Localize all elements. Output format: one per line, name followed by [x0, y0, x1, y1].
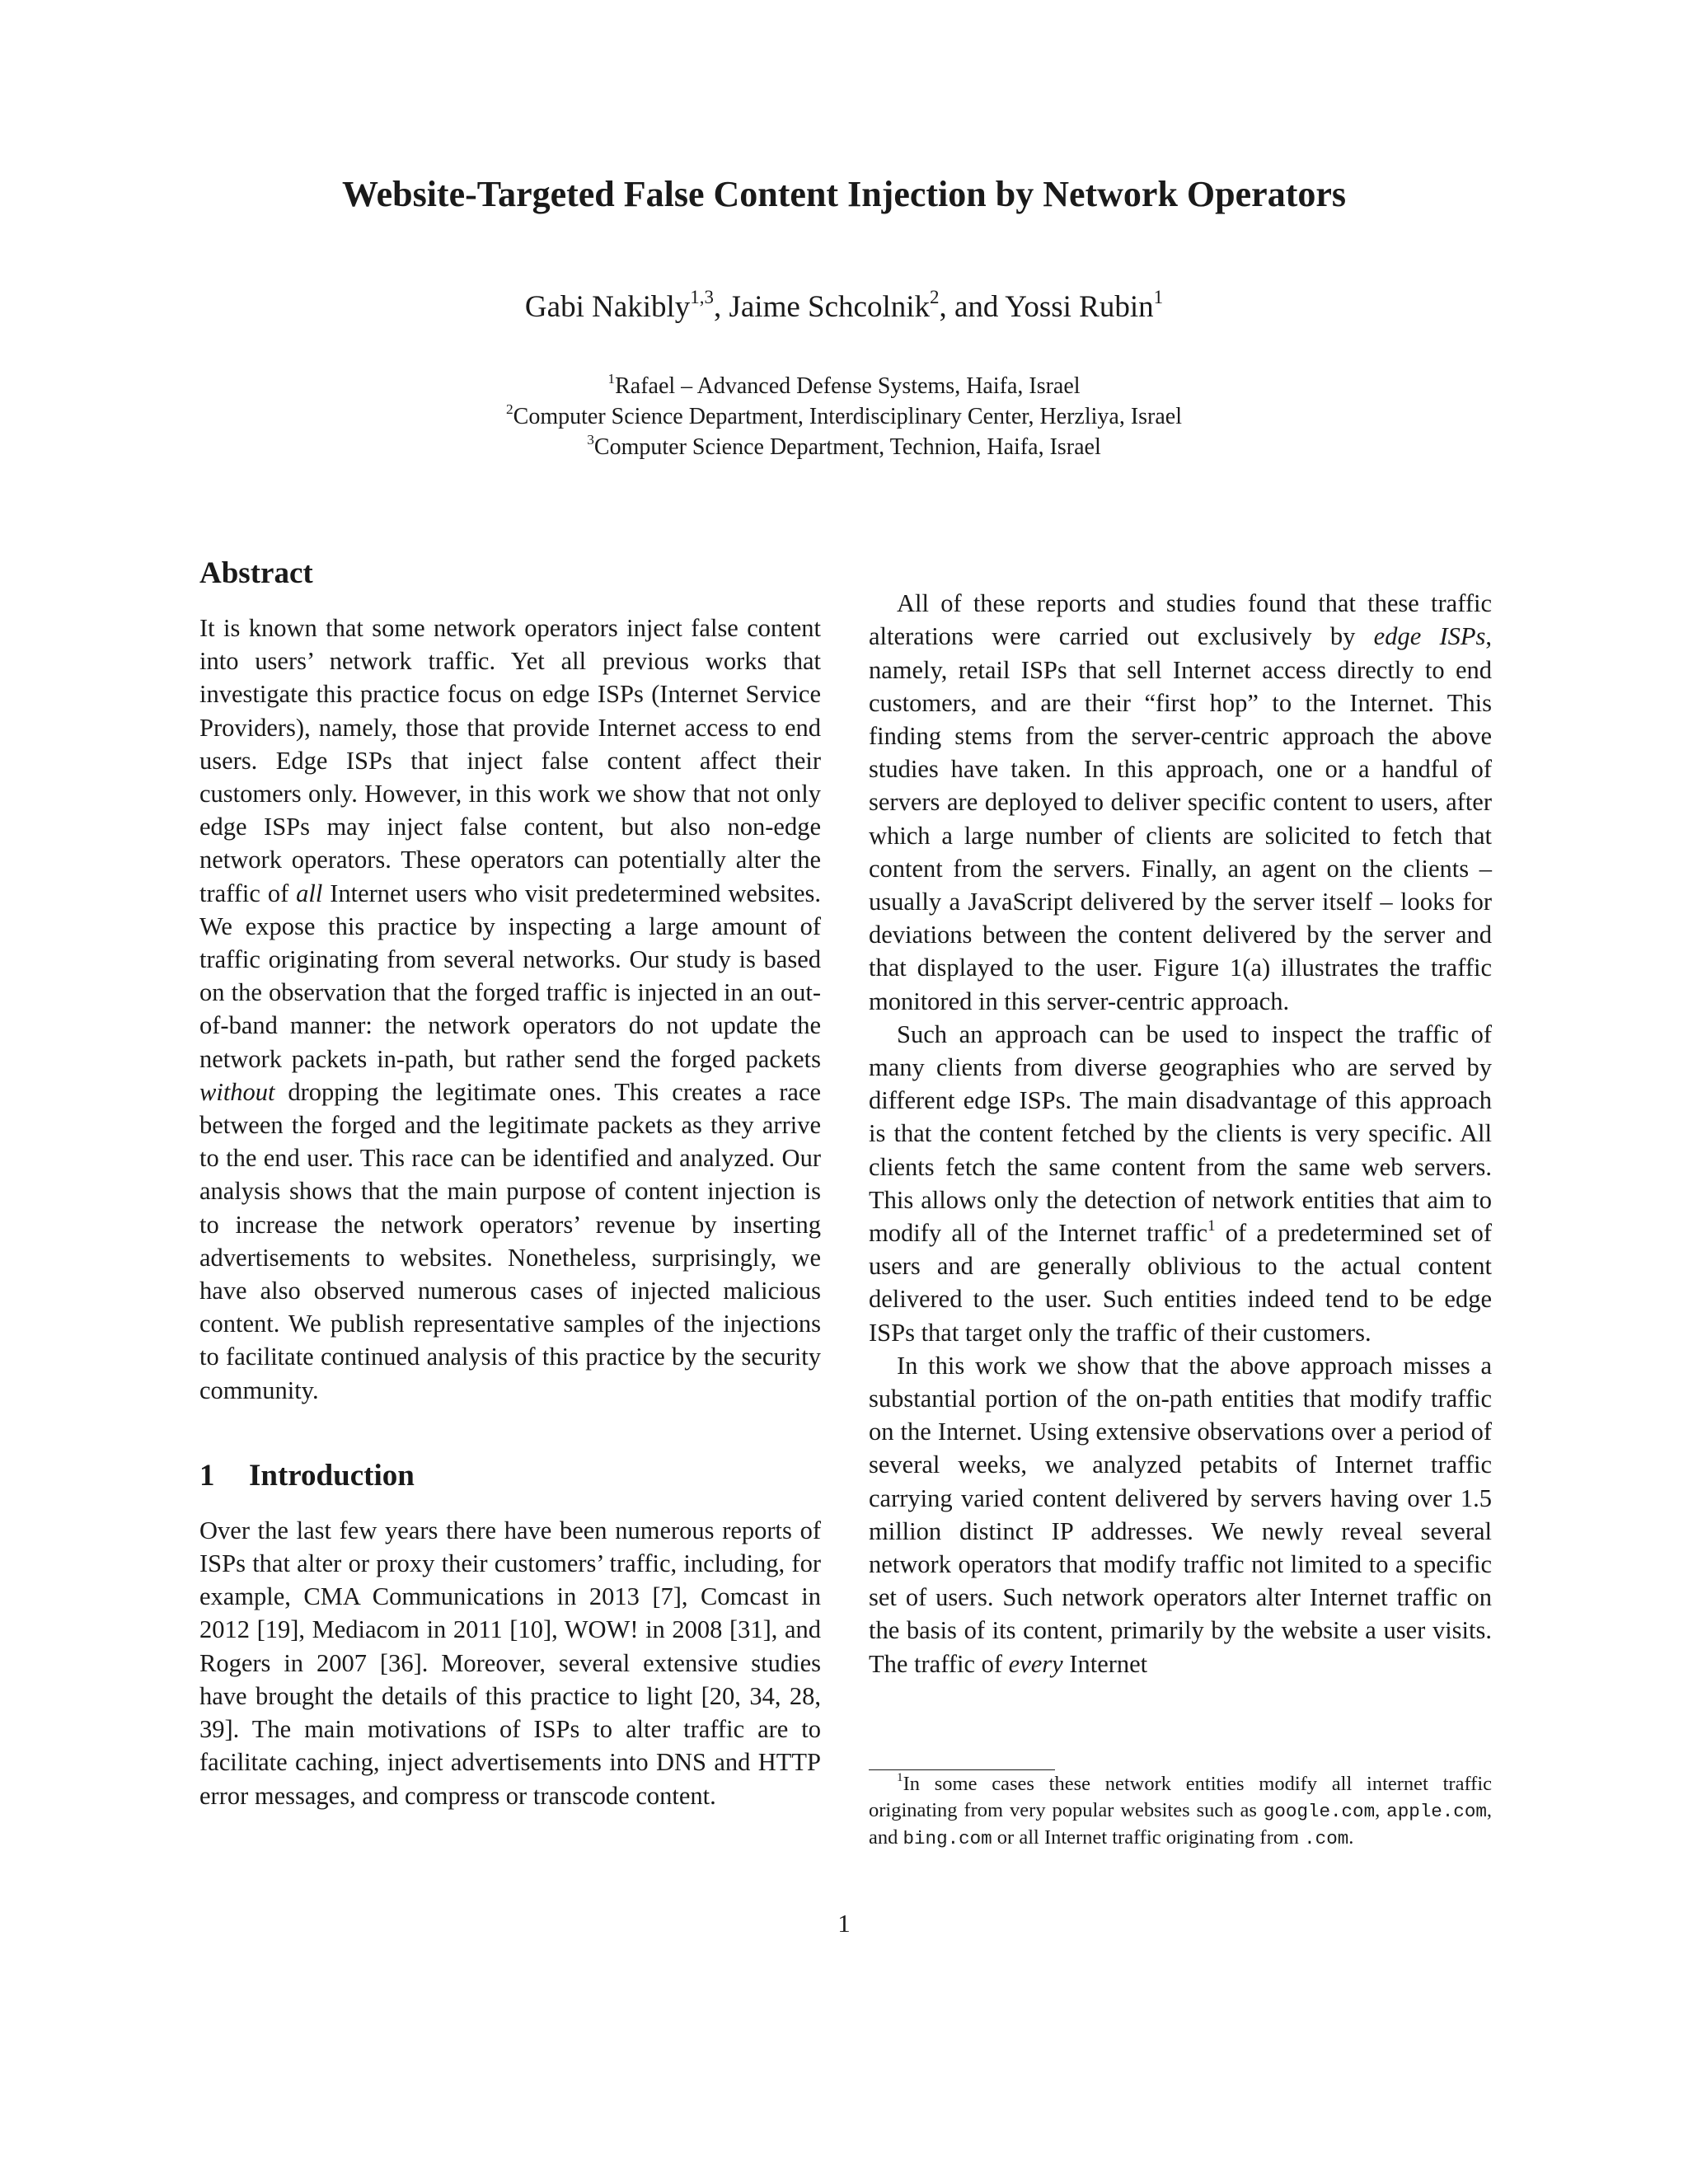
intro-paragraph-3 [869, 1018, 1492, 1349]
affiliation [165, 371, 1523, 401]
body-emphasis: edge ISPs [1373, 622, 1486, 651]
intro-paragraph-2 [869, 587, 1492, 1018]
abstract-text: Internet users who visit predetermined websites. We expose this practice by inspecting a large amount of traffic originating from several networks. Our study is based on the observation that the forged traffic is injected in an out-of-band manner: the network operators do not update the network packets in-path, but rather send the forged packets [199, 879, 821, 1073]
affiliation-marker: 2 [505, 401, 513, 417]
footnote-body: . [1348, 1826, 1354, 1849]
author-separator: , and [939, 290, 1006, 324]
affiliation [165, 432, 1523, 462]
footnote-code: .com [1304, 1828, 1349, 1849]
section-title: Introduction [249, 1458, 415, 1493]
right-column [869, 554, 1492, 1680]
footnote-number: 1 [897, 1770, 903, 1785]
intro-paragraph-4 [869, 1349, 1492, 1680]
footnote-marker: 1 [1207, 1217, 1216, 1235]
abstract-paragraph [199, 612, 821, 1407]
section-gap [199, 1407, 821, 1453]
author-affiliation-marker: 1,3 [690, 287, 714, 308]
footnote-code: apple.com [1386, 1801, 1487, 1822]
footnote-code: bing.com [903, 1828, 992, 1849]
affiliation-list [165, 371, 1523, 462]
author-affiliation-marker: 1 [1153, 287, 1164, 308]
body-text: Internet [1062, 1649, 1148, 1678]
footnote-body: , [1375, 1799, 1387, 1821]
affiliation-marker: 1 [607, 370, 616, 387]
footnote-body: or all Internet traffic originating from [992, 1826, 1305, 1849]
left-column [199, 551, 821, 1812]
abstract-emphasis: without [199, 1077, 275, 1106]
affiliation-text: Rafael – Advanced Defense Systems, Haifa, Israel [615, 373, 1081, 399]
footnote-body: , and [869, 1799, 1492, 1849]
abstract-emphasis: all [296, 879, 323, 907]
abstract-text: It is known that some network operators inject false content into users’ network traffic. Yet all previous works that investigate this practice focus on edge ISPs (Internet Service Providers), namely, those that provide Internet access to end users. Edge ISPs that inject false content affect their customers only. However, in this work we show that not only edge ISPs may inject false content, but also non-edge network operators. These operators can potentially alter the traffic of [199, 614, 821, 907]
body-emphasis: every [1008, 1649, 1063, 1678]
footnote-text [869, 1771, 1492, 1852]
intro-paragraph-1: Over the last few years there have been numerous reports of ISPs that alter or proxy their customers’ traffic, including, for example, CMA Communications in 2013 [7], Comcast in 2012 [19], Mediacom in 2011 [10], WOW! in 2008 [31], and Rogers in 2007 [36]. Moreover, several extensive studies have brought the details of this practice to light [20, 34, 28, 39]. The main motivations of ISPs to alter traffic are to facilitate caching, inject advertisements into DNS and HTTP error messages, and compress or transcode content. [199, 1516, 821, 1810]
section-number: 1 [199, 1458, 215, 1493]
author-name: Gabi Nakibly [524, 290, 691, 324]
footnote [869, 1771, 1492, 1852]
introduction-heading [199, 1453, 821, 1499]
affiliation-text: Computer Science Department, Technion, Haifa, Israel [593, 434, 1101, 460]
affiliation-text: Computer Science Department, Interdisciplinary Center, Herzliya, Israel [513, 404, 1183, 429]
author-list [165, 284, 1523, 330]
page-number: 1 [837, 1909, 851, 1938]
affiliation-marker: 3 [587, 431, 594, 448]
paper-title: Website-Targeted False Content Injection by Network Operators [342, 174, 1346, 214]
affiliation [165, 401, 1523, 432]
body-text: , namely, retail ISPs that sell Internet access directly to end customers, and are their “first hop” to the Internet. This finding stems from the server-centric approach the above studies have taken. In this approach, one or a handful of servers are deployed to deliver specific content to users, after which a large number of clients are solicited to fetch that content from the servers. Finally, an agent on the clients – usually a JavaScript delivered by the server itself – looks for deviations between the content delivered by the server and that displayed to the user. Figure 1(a) illustrates the traffic monitored in this server-centric approach. [869, 622, 1493, 1015]
author-affiliation-marker: 2 [930, 287, 940, 308]
footnote-body: In some cases these network entities modify all internet traffic originating from very popular websites such as [869, 1773, 1492, 1821]
footnote-code: google.com [1263, 1801, 1376, 1822]
author-name: Yossi Rubin [1005, 290, 1154, 324]
author-name: Jaime Schcolnik [729, 290, 931, 324]
author-separator: , [713, 290, 729, 324]
body-text: of a predetermined set of users and are generally oblivious to the actual content delivered to the user. Such entities indeed tend to be edge ISPs that target only the traffic of their customers. [869, 1219, 1492, 1347]
body-text: All of these reports and studies found that these traffic alterations were carried out exclusively by [869, 589, 1492, 651]
body-text: In this work we show that the above approach misses a substantial portion of the on-path entities that modify traffic on the Internet. Using extensive observations over a period of several weeks, we analyzed petabits of Internet traffic carrying varied content delivered by servers having over 1.5 million distinct IP addresses. We newly reveal several network operators that modify traffic not limited to a specific set of users. Such network operators alter Internet traffic on the basis of its content, primarily by the website a user visits. The traffic of [869, 1351, 1492, 1678]
abstract-heading: Abstract [199, 556, 313, 590]
abstract-text: dropping the legitimate ones. This creates a race between the forged and the legitimate packets as they arrive to the end user. This race can be identified and analyzed. Our analysis shows that the main purpose of content injection is to increase the network operators’ revenue by inserting advertisements to websites. Nonetheless, surprisingly, we have also observed numerous cases of injected malicious content. We publish representative samples of the injections to facilitate continued analysis of this practice by the security community. [199, 1077, 821, 1404]
body-text: Such an approach can be used to inspect the traffic of many clients from diverse geographies who are served by different edge ISPs. The main disadvantage of this approach is that the content fetched by the clients is very specific. All clients fetch the same content from the same web servers. This allows only the detection of network entities that aim to modify all of the Internet traffic [869, 1019, 1492, 1248]
